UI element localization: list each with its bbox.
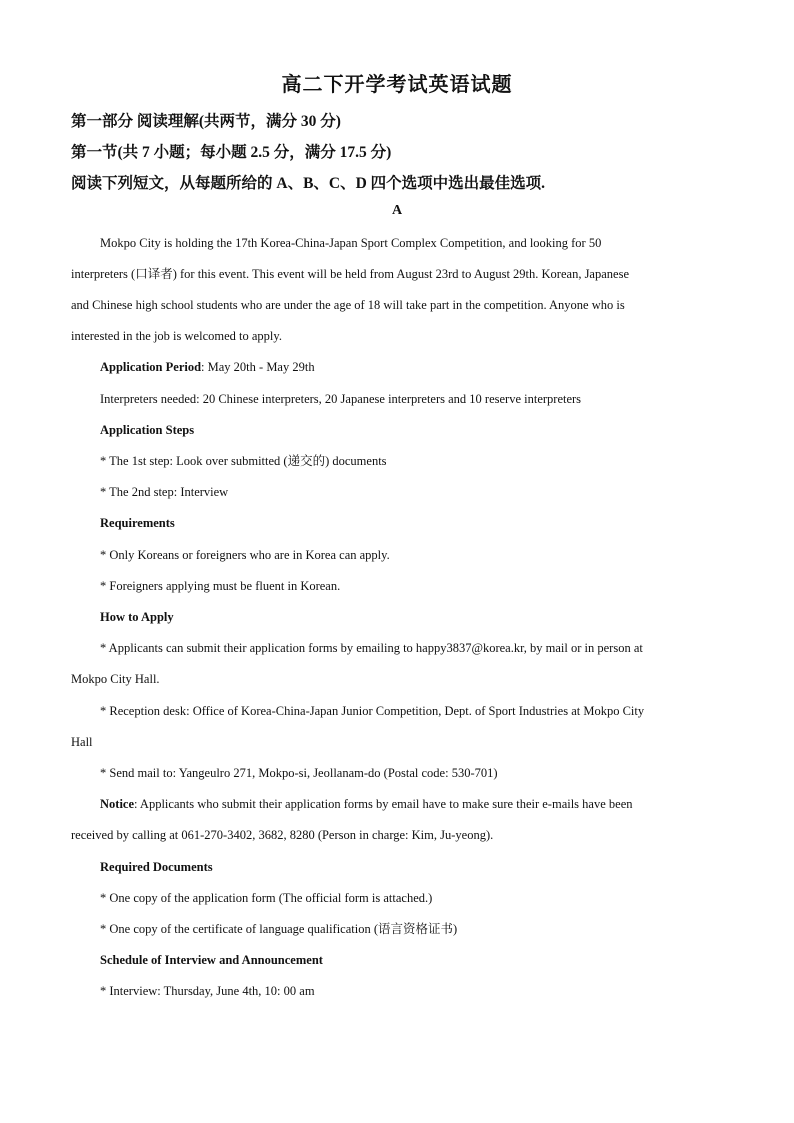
schedule-item-1: * Interview: Thursday, June 4th, 10: 00 am [100,984,315,998]
how-item-2-line-2: Hall [71,735,93,749]
how-item-2-line-1: * Reception desk: Office of Korea-China-Japan Junior Competition, Dept. of Sport Industries at Mokpo City [100,704,645,718]
step-1: * The 1st step: Look over submitted (递交的) documents [100,454,387,468]
page-title: 高二下开学考试英语试题 [281,74,513,96]
document-2: * One copy of the certificate of language qualification (语言资格证书) [100,922,458,936]
application-period-value: : May 20th - May 29th [201,360,315,374]
requirement-1: * Only Koreans or foreigners who are in Korea can apply. [100,548,390,562]
interpreters-needed: Interpreters needed: 20 Chinese interpreters, 20 Japanese interpreters and 10 reserve interpreters [100,392,582,406]
document-1: * One copy of the application form (The official form is attached.) [100,891,433,905]
how-item-1-line-1: * Applicants can submit their application forms by emailing to happy3837@korea.kr, by mail or in person at [100,641,643,655]
section-heading: 第一节(共 7 小题；每小题 2.5 分，满分 17.5 分) [71,144,392,161]
part-heading: 第一部分 阅读理解(共两节，满分 30 分) [71,113,341,130]
notice-line-1 [100,796,633,812]
notice-label: Notice [100,797,135,811]
how-item-3: * Send mail to: Yangeulro 271, Mokpo-si, Jeollanam-do (Postal code: 530-701) [100,766,498,780]
documents-heading: Required Documents [100,860,213,874]
how-item-1-line-2: Mokpo City Hall. [71,672,160,686]
requirement-2: * Foreigners applying must be fluent in Korean. [100,579,341,593]
requirements-heading: Requirements [100,516,175,530]
intro-line-4: interested in the job is welcomed to apply. [71,329,282,343]
intro-line-3: and Chinese high school students who are under the age of 18 will take part in the competition. Anyone who is [71,298,625,312]
intro-line-2: interpreters (口译者) for this event. This event will be held from August 23rd to August 29th. Korean, Japanese [71,267,629,281]
passage-letter: A [391,203,403,218]
how-to-apply-heading: How to Apply [100,610,174,624]
schedule-heading: Schedule of Interview and Announcement [100,953,323,967]
notice-line-2: received by calling at 061-270-3402, 3682, 8280 (Person in charge: Kim, Ju-yeong). [71,828,494,842]
notice-text: : Applicants who submit their application forms by email have to make sure their e-mails have been [134,797,633,811]
steps-heading: Application Steps [100,423,195,437]
application-period-label: Application Period [100,360,202,374]
instruction-heading: 阅读下列短文，从每题所给的 A、B、C、D 四个选项中选出最佳选项. [71,175,546,192]
intro-line-1: Mokpo City is holding the 17th Korea-China-Japan Sport Complex Competition, and looking for 50 [100,236,602,250]
application-period [100,359,315,375]
step-2: * The 2nd step: Interview [100,485,229,499]
